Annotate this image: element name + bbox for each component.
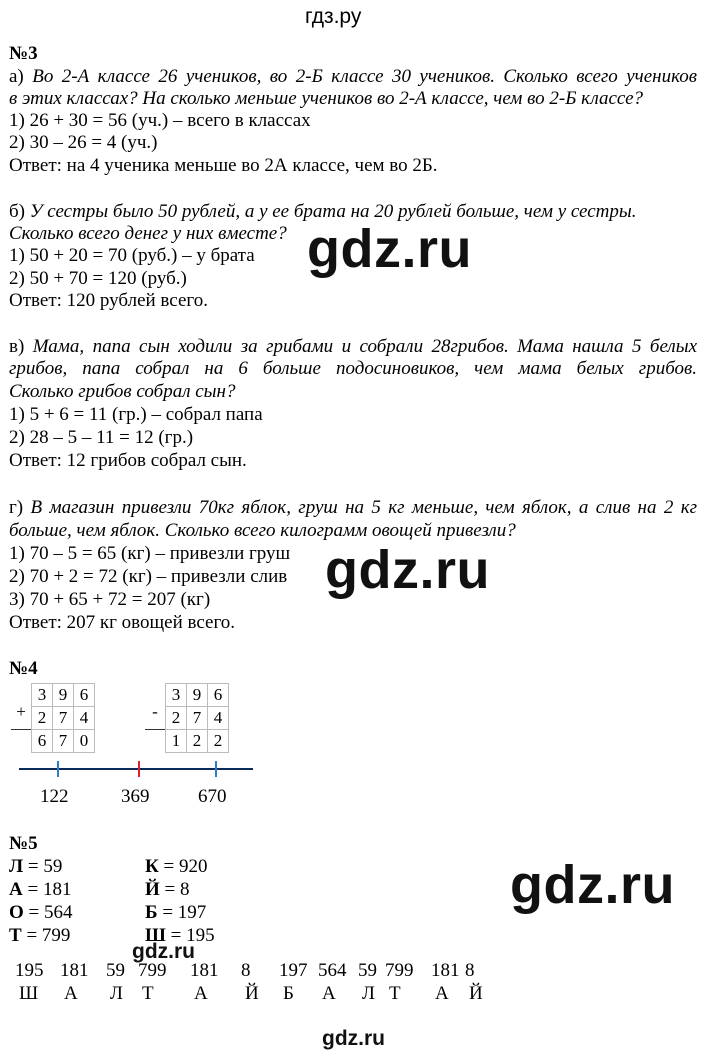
task3b-question-text1: У сестры было 50 рублей, а у ее брата на 20 рублей больше, чем у сестры. (29, 201, 637, 222)
digit-cell: 2 (166, 707, 187, 730)
digit-cell: 0 (74, 730, 95, 753)
task5-title: №5 (9, 833, 38, 854)
decoded-letter: Л (110, 983, 123, 1004)
code-value: = 564 (23, 902, 73, 923)
task3d-question-text1: В магазин привезли 70кг яблок, груш на 5 кг меньше, чем яблок, а слив на 2 кг (30, 497, 698, 518)
task3a-answer: Ответ: на 4 ученика меньше во 2А классе, чем во 2Б. (9, 155, 438, 176)
digit-cell: 9 (187, 684, 208, 707)
number-line (19, 768, 253, 770)
number-line-label: 670 (198, 786, 227, 807)
code-value: = 8 (159, 879, 190, 900)
watermark-4: gdz.ru (132, 940, 195, 963)
code-number: 8 (241, 960, 251, 981)
code-letter: Й (145, 879, 160, 900)
decoded-letter: А (64, 983, 78, 1004)
code-letter: Ш (145, 925, 166, 946)
number-line-tick (138, 761, 140, 777)
code-number: 195 (15, 960, 44, 981)
code-left-3 (9, 902, 73, 924)
task3a-question-line2: в этих классах? На сколько меньше учеников во 2-А классе, чем во 2-Б классе? (9, 88, 644, 109)
code-number: 8 (465, 960, 475, 981)
decoded-letter: А (435, 983, 449, 1004)
watermark-5: gdz.ru (322, 1027, 385, 1050)
digit-cell: 6 (32, 730, 53, 753)
code-letter: Л (9, 856, 24, 877)
digit-cell: 4 (208, 707, 229, 730)
code-letter: А (9, 879, 23, 900)
task3a-prefix: а) (9, 66, 24, 87)
decoded-letter: Й (245, 983, 259, 1004)
code-value: = 181 (22, 879, 72, 900)
decoded-letter: А (194, 983, 208, 1004)
code-left-2 (9, 879, 71, 901)
task3a-step1: 1) 26 + 30 = 56 (уч.) – всего в классах (9, 110, 311, 131)
task3d-step1: 1) 70 – 5 = 65 (кг) – привезли груш (9, 543, 291, 564)
decoded-letter: Т (142, 983, 154, 1004)
number-line-tick (57, 761, 59, 777)
code-letter: Б (145, 902, 158, 923)
code-number: 181 (60, 960, 89, 981)
digit-cell: 9 (53, 684, 74, 707)
decoded-letter: Т (389, 983, 401, 1004)
number-line-label: 369 (121, 786, 150, 807)
digit-cell: 4 (74, 707, 95, 730)
task3c-answer: Ответ: 12 грибов собрал сын. (9, 450, 247, 471)
task3c-question-text1: Мама, папа сын ходили за грибами и собрали 28грибов. Мама нашла 5 белых (32, 336, 698, 357)
task3-title: №3 (9, 43, 38, 64)
code-right-3 (145, 902, 206, 924)
watermark-2: gdz.ru (325, 540, 490, 600)
digit-cell: 7 (187, 707, 208, 730)
code-value: = 920 (158, 856, 208, 877)
decoded-letter: А (322, 983, 336, 1004)
code-value: = 197 (157, 902, 207, 923)
code-value: = 195 (165, 925, 215, 946)
task3d-prefix: г) (9, 497, 24, 518)
code-right-1 (145, 856, 208, 878)
code-number: 59 (106, 960, 125, 981)
empty-cell (145, 730, 166, 753)
decoded-letter: Ш (19, 983, 39, 1004)
code-number: 799 (138, 960, 167, 981)
number-line-tick (215, 761, 217, 777)
task3a-question-text1: Во 2-А классе 26 учеников, во 2-Б классе 30 учеников. Сколько всего учеников (32, 66, 698, 87)
code-letter: О (9, 902, 24, 923)
site-header: гдз.ру (305, 5, 362, 28)
digit-cell: 7 (53, 730, 74, 753)
code-number: 197 (279, 960, 308, 981)
digit-cell: 3 (32, 684, 53, 707)
code-letter: К (145, 856, 159, 877)
code-number: 59 (358, 960, 377, 981)
digit-cell: 1 (166, 730, 187, 753)
task3c-step1: 1) 5 + 6 = 11 (гр.) – собрал папа (9, 404, 263, 425)
decoded-letter: Й (469, 983, 483, 1004)
code-number: 799 (385, 960, 414, 981)
task3c-step2: 2) 28 – 5 – 11 = 12 (гр.) (9, 427, 194, 448)
minus-sign: - (152, 701, 158, 721)
task3c-prefix: в) (9, 336, 25, 357)
task4-title: №4 (9, 658, 38, 679)
task3d-answer: Ответ: 207 кг овощей всего. (9, 612, 236, 633)
plus-sign: + (16, 701, 26, 721)
code-value: = 59 (23, 856, 63, 877)
task3b-answer: Ответ: 120 рублей всего. (9, 290, 208, 311)
task3b-step2: 2) 50 + 70 = 120 (руб.) (9, 268, 187, 289)
digit-cell: 2 (208, 730, 229, 753)
digit-cell: 7 (53, 707, 74, 730)
addition-column (11, 683, 95, 753)
code-left-1 (9, 856, 62, 878)
code-left-4 (9, 925, 70, 947)
number-line-label: 122 (40, 786, 69, 807)
task3b-question-line2: Сколько всего денег у них вместе? (9, 223, 287, 244)
task3c-question-line2: грибов, папа собрал на 6 больше подосиновиков, чем мама белых грибов. (9, 358, 697, 379)
empty-cell (11, 730, 32, 753)
task3a-question-line1 (9, 66, 697, 88)
decoded-letter: Б (283, 983, 294, 1004)
subtraction-column (145, 683, 229, 753)
code-number: 181 (431, 960, 460, 981)
task3d-question-line2: больше, чем яблок. Сколько всего килограмм овощей привезли? (9, 520, 516, 541)
task3b-step1: 1) 50 + 20 = 70 (руб.) – у брата (9, 245, 255, 266)
digit-cell: 3 (166, 684, 187, 707)
task3d-question-line1 (9, 497, 697, 519)
task3d-step2: 2) 70 + 2 = 72 (кг) – привезли слив (9, 566, 288, 587)
watermark-1: gdz.ru (307, 219, 472, 279)
digit-cell: 2 (32, 707, 53, 730)
watermark-3: gdz.ru (510, 855, 675, 915)
decoded-letter: Л (362, 983, 375, 1004)
digit-cell: 2 (187, 730, 208, 753)
code-number: 181 (190, 960, 219, 981)
code-right-2 (145, 879, 190, 901)
digit-cell: 6 (208, 684, 229, 707)
code-value: = 799 (21, 925, 71, 946)
task3d-step3: 3) 70 + 65 + 72 = 207 (кг) (9, 589, 211, 610)
code-letter: Т (9, 925, 22, 946)
task3a-step2: 2) 30 – 26 = 4 (уч.) (9, 132, 158, 153)
task3b-prefix: б) (9, 201, 25, 222)
task3c-question-line1 (9, 336, 697, 358)
digit-cell: 6 (74, 684, 95, 707)
code-number: 564 (318, 960, 347, 981)
task3c-question-line3: Сколько грибов собрал сын? (9, 381, 236, 402)
